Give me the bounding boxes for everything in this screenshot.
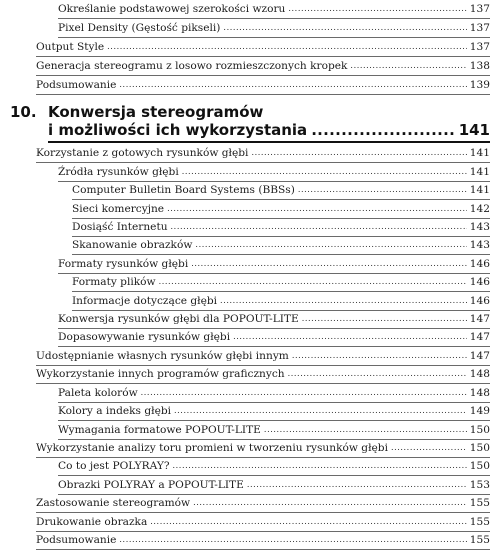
toc-entry-page: 146 — [469, 257, 490, 270]
toc-entry-title: Dosiąść Internetu — [72, 221, 168, 234]
toc-leader-dots — [195, 237, 466, 252]
toc-leader-dots — [247, 477, 467, 492]
toc-entry-page: 146 — [469, 294, 490, 307]
chapter-page: 141 — [458, 121, 490, 139]
toc-entry-page: 150 — [469, 441, 490, 454]
toc-entry — [58, 476, 490, 494]
chapter-leader-dots — [311, 121, 455, 139]
toc-entry — [58, 458, 490, 476]
toc-entry-title: Podsumowanie — [36, 533, 117, 546]
toc-leader-dots — [167, 201, 467, 216]
chapter-title-row — [48, 121, 490, 143]
toc-leader-dots — [174, 403, 467, 418]
toc-entry-page: 149 — [469, 405, 490, 418]
toc-entry-title: Drukowanie obrazka — [36, 515, 148, 528]
toc-entry-title: Obrazki POLYRAY a POPOUT-LITE — [58, 478, 244, 491]
toc-entry — [36, 145, 490, 163]
toc-entry — [36, 366, 490, 384]
toc-entry-page: 155 — [469, 497, 490, 510]
toc-entry-title: Wykorzystanie analizy toru promieni w tworzeniu rysunków głębi — [36, 441, 388, 454]
toc-leader-dots — [264, 422, 467, 437]
toc-entry — [36, 513, 490, 531]
toc-entry-title: Co to jest POLYRAY? — [58, 460, 170, 473]
toc-entry — [58, 255, 490, 273]
toc-entry-title: Pixel Density (Gęstość pikseli) — [58, 22, 221, 34]
toc-entry — [72, 182, 490, 200]
toc-entry — [72, 274, 490, 292]
toc-entry — [58, 311, 490, 329]
toc-entry-page: 143 — [469, 239, 490, 252]
toc-entry-title: Korzystanie z gotowych rysunków głębi — [36, 147, 249, 160]
toc-entry — [36, 57, 490, 76]
toc-leader-dots — [141, 385, 467, 400]
toc-entry-page: 150 — [469, 423, 490, 436]
toc-entry — [72, 200, 490, 218]
toc-entry-title: Skanowanie obrazków — [72, 239, 193, 252]
toc-entry — [58, 0, 490, 19]
chapter-number: 10. — [10, 103, 37, 121]
toc-entry-page: 137 — [469, 3, 490, 15]
toc-entry-page: 137 — [469, 41, 490, 53]
toc-entry-title: Wykorzystanie innych programów graficznych — [36, 368, 285, 381]
toc-entry-page: 155 — [469, 533, 490, 546]
toc-entry-page: 147 — [469, 349, 490, 362]
toc-leader-dots — [350, 58, 466, 73]
toc-leader-dots — [223, 20, 466, 35]
toc-entry — [58, 421, 490, 439]
toc-leader-dots — [288, 1, 466, 16]
toc-entry-page: 142 — [469, 202, 490, 215]
toc-entry-page: 147 — [469, 331, 490, 344]
toc-entry-title: Output Style — [36, 41, 105, 53]
toc-entry — [36, 532, 490, 550]
toc-entry — [36, 38, 490, 57]
toc-leader-dots — [150, 514, 467, 529]
toc-entry-title: Wymagania formatowe POPOUT-LITE — [58, 423, 261, 436]
toc-entry-title: Podsumowanie — [36, 79, 117, 91]
toc-entry-title: Udostępnianie własnych rysunków głębi innym — [36, 349, 289, 362]
toc-leader-dots — [292, 348, 467, 363]
toc-entry-title: Formaty plików — [72, 276, 156, 289]
toc-entry-page: 146 — [469, 276, 490, 289]
toc-leader-dots — [302, 311, 467, 326]
toc-leader-dots — [191, 256, 467, 271]
chapter-title-line1: Konwersja stereogramów — [48, 103, 264, 121]
toc-entry-title: Formaty rysunków głębi — [58, 257, 189, 270]
toc-entry-page: 141 — [469, 184, 490, 197]
toc-entry-page: 139 — [469, 79, 490, 91]
toc-leader-dots — [107, 39, 467, 54]
toc-entry — [72, 292, 490, 310]
toc-entry-title: Sieci komercyjne — [72, 202, 165, 215]
toc-entry — [58, 19, 490, 38]
toc-entry-title: Paleta kolorów — [58, 386, 138, 399]
toc-entry-page: 141 — [469, 147, 490, 160]
toc-entry — [36, 495, 490, 513]
toc-entry-page: 148 — [469, 386, 490, 399]
toc-leader-dots — [288, 366, 467, 381]
toc-entry — [58, 163, 490, 181]
toc-leader-dots — [171, 219, 467, 234]
toc-leader-dots — [220, 293, 467, 308]
toc-entry-title: Generacja stereogramu z losowo rozmieszczonych kropek — [36, 60, 348, 72]
toc-entry-title: Źródła rysunków głębi — [58, 165, 179, 178]
toc-entry-title: Informacje dotyczące głębi — [72, 294, 218, 307]
toc-entry-page: 153 — [469, 478, 490, 491]
toc-entry-title: Zastosowanie stereogramów — [36, 497, 191, 510]
toc-entry — [36, 348, 490, 366]
toc-entry-title: Konwersja rysunków głębi dla POPOUT-LITE — [58, 313, 299, 326]
toc-leader-dots — [233, 329, 467, 344]
toc-entry — [36, 76, 490, 95]
toc-entry-page: 138 — [469, 60, 490, 72]
chapter-heading — [10, 103, 490, 145]
toc-leader-dots — [119, 77, 466, 92]
toc-leader-dots — [391, 440, 467, 455]
toc-entry — [72, 237, 490, 255]
toc-leader-dots — [193, 495, 467, 510]
toc-entry-page: 147 — [469, 313, 490, 326]
toc-leader-dots — [298, 182, 467, 197]
toc-entry — [58, 403, 490, 421]
toc-entry-page: 148 — [469, 368, 490, 381]
toc-entry-page: 141 — [469, 165, 490, 178]
toc-entry-title: Dopasowywanie rysunków głębi — [58, 331, 231, 344]
toc-entry — [58, 329, 490, 347]
toc-entry — [36, 440, 490, 458]
chapter-title-line2: i możliwości ich wykorzystania — [48, 121, 308, 139]
toc-entry-page: 137 — [469, 22, 490, 34]
toc-entry — [72, 219, 490, 237]
toc-entry-page: 143 — [469, 221, 490, 234]
toc-entry-title: Kolory a indeks głębi — [58, 405, 172, 418]
toc-entry-page: 155 — [469, 515, 490, 528]
toc-leader-dots — [173, 458, 467, 473]
toc-leader-dots — [251, 145, 466, 160]
toc-leader-dots — [119, 532, 466, 547]
toc-entry — [58, 384, 490, 402]
toc-entry-title: Określanie podstawowej szerokości wzoru — [58, 3, 286, 15]
toc-entry-page: 150 — [469, 460, 490, 473]
toc-leader-dots — [182, 164, 467, 179]
toc-leader-dots — [159, 274, 467, 289]
toc-entry-title: Computer Bulletin Board Systems (BBSs) — [72, 184, 295, 197]
